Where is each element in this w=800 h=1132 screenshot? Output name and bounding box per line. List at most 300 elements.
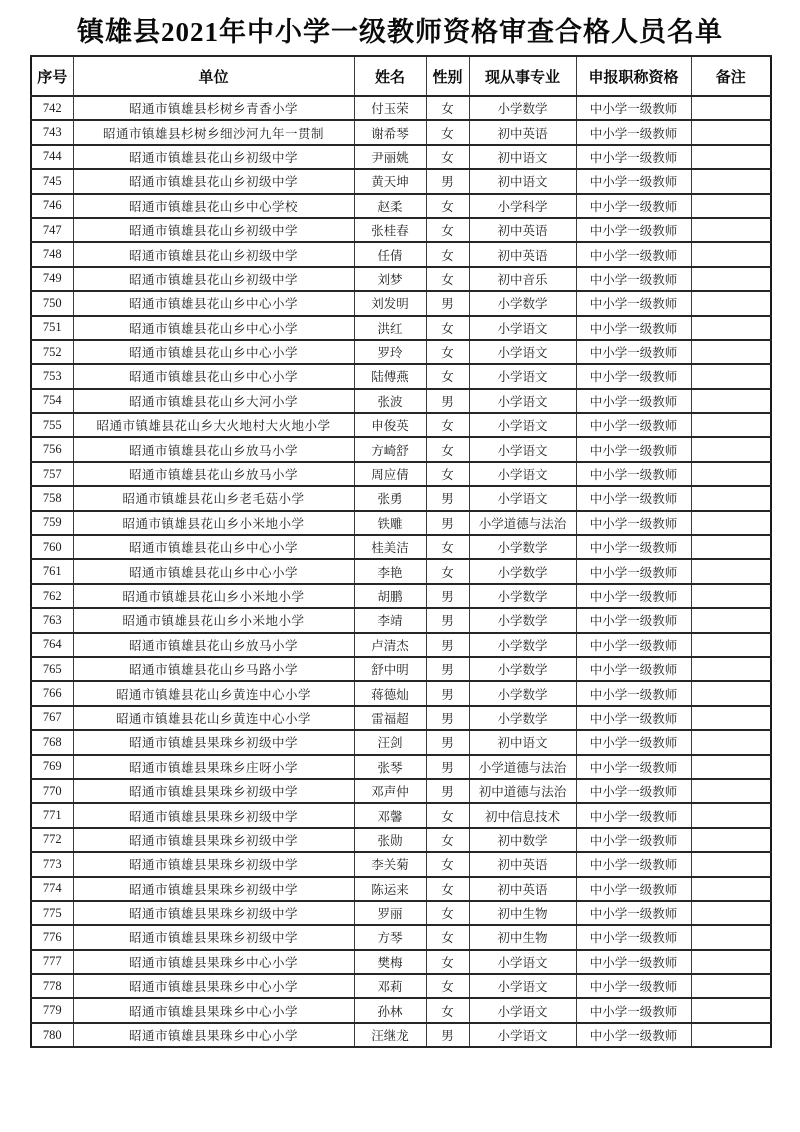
cell-unit: 昭通市镇雄县花山乡黄连中心小学 (73, 681, 354, 705)
cell-name: 邓馨 (354, 803, 426, 827)
table-row (31, 803, 771, 827)
cell-unit: 昭通市镇雄县花山乡小米地小学 (73, 608, 354, 632)
cell-name: 蒋德灿 (354, 681, 426, 705)
cell-gender: 女 (426, 437, 469, 461)
cell-no: 743 (31, 120, 73, 144)
cell-unit: 昭通市镇雄县果珠乡庄呀小学 (73, 755, 354, 779)
cell-gender: 男 (426, 1023, 469, 1047)
cell-title: 中小学一级教师 (576, 364, 691, 388)
cell-title: 中小学一级教师 (576, 998, 691, 1022)
cell-title: 中小学一级教师 (576, 462, 691, 486)
cell-unit: 昭通市镇雄县花山乡中心小学 (73, 364, 354, 388)
table-row (31, 1023, 771, 1047)
cell-name: 李艳 (354, 559, 426, 583)
cell-gender: 女 (426, 145, 469, 169)
cell-title: 中小学一级教师 (576, 242, 691, 266)
cell-no: 745 (31, 169, 73, 193)
table-row (31, 486, 771, 510)
table-row (31, 413, 771, 437)
cell-gender: 男 (426, 730, 469, 754)
cell-major: 小学数学 (469, 681, 576, 705)
cell-major: 小学语文 (469, 413, 576, 437)
cell-title: 中小学一级教师 (576, 96, 691, 120)
cell-name: 赵柔 (354, 194, 426, 218)
cell-remark (691, 657, 771, 681)
cell-gender: 女 (426, 828, 469, 852)
cell-name: 李关菊 (354, 852, 426, 876)
cell-title: 中小学一级教师 (576, 877, 691, 901)
cell-major: 小学语文 (469, 462, 576, 486)
cell-no: 744 (31, 145, 73, 169)
cell-name: 张勇 (354, 486, 426, 510)
cell-unit: 昭通市镇雄县果珠乡初级中学 (73, 779, 354, 803)
table-row (31, 974, 771, 998)
cell-remark (691, 511, 771, 535)
cell-unit: 昭通市镇雄县花山乡初级中学 (73, 267, 354, 291)
table-row (31, 535, 771, 559)
cell-major: 初中信息技术 (469, 803, 576, 827)
cell-title: 中小学一级教师 (576, 316, 691, 340)
header-remark: 备注 (691, 56, 771, 96)
cell-no: 775 (31, 901, 73, 925)
cell-name: 张波 (354, 389, 426, 413)
cell-no: 749 (31, 267, 73, 291)
cell-unit: 昭通市镇雄县花山乡老毛菇小学 (73, 486, 354, 510)
table-row (31, 364, 771, 388)
cell-title: 中小学一级教师 (576, 974, 691, 998)
cell-name: 付玉荣 (354, 96, 426, 120)
cell-major: 小学语文 (469, 437, 576, 461)
cell-title: 中小学一级教师 (576, 706, 691, 730)
cell-remark (691, 974, 771, 998)
cell-major: 初中英语 (469, 242, 576, 266)
cell-remark (691, 242, 771, 266)
cell-unit: 昭通市镇雄县果珠乡初级中学 (73, 852, 354, 876)
cell-name: 汪剑 (354, 730, 426, 754)
cell-major: 小学数学 (469, 706, 576, 730)
cell-no: 751 (31, 316, 73, 340)
cell-no: 757 (31, 462, 73, 486)
roster-table (30, 55, 772, 1048)
cell-title: 中小学一级教师 (576, 511, 691, 535)
cell-remark (691, 925, 771, 949)
header-title: 申报职称资格 (576, 56, 691, 96)
cell-no: 761 (31, 559, 73, 583)
cell-gender: 女 (426, 803, 469, 827)
cell-title: 中小学一级教师 (576, 755, 691, 779)
header-gender: 性别 (426, 56, 469, 96)
cell-gender: 女 (426, 852, 469, 876)
cell-title: 中小学一级教师 (576, 535, 691, 559)
cell-unit: 昭通市镇雄县果珠乡初级中学 (73, 877, 354, 901)
cell-remark (691, 267, 771, 291)
cell-no: 759 (31, 511, 73, 535)
cell-gender: 女 (426, 96, 469, 120)
cell-no: 776 (31, 925, 73, 949)
cell-name: 卢清杰 (354, 633, 426, 657)
cell-remark (691, 96, 771, 120)
cell-gender: 女 (426, 316, 469, 340)
table-row (31, 779, 771, 803)
cell-unit: 昭通市镇雄县果珠乡中心小学 (73, 1023, 354, 1047)
cell-unit: 昭通市镇雄县杉树乡青香小学 (73, 96, 354, 120)
cell-gender: 女 (426, 364, 469, 388)
cell-major: 小学数学 (469, 633, 576, 657)
cell-unit: 昭通市镇雄县花山乡放马小学 (73, 462, 354, 486)
cell-title: 中小学一级教师 (576, 267, 691, 291)
cell-name: 孙林 (354, 998, 426, 1022)
cell-name: 谢希琴 (354, 120, 426, 144)
cell-no: 754 (31, 389, 73, 413)
cell-no: 774 (31, 877, 73, 901)
cell-name: 胡鹏 (354, 584, 426, 608)
cell-unit: 昭通市镇雄县花山乡小米地小学 (73, 584, 354, 608)
cell-title: 中小学一级教师 (576, 120, 691, 144)
cell-no: 762 (31, 584, 73, 608)
cell-no: 765 (31, 657, 73, 681)
page-title: 镇雄县2021年中小学一级教师资格审查合格人员名单 (77, 17, 723, 47)
cell-name: 桂美洁 (354, 535, 426, 559)
cell-no: 753 (31, 364, 73, 388)
cell-remark (691, 316, 771, 340)
cell-title: 中小学一级教师 (576, 291, 691, 315)
cell-title: 中小学一级教师 (576, 340, 691, 364)
cell-major: 小学语文 (469, 486, 576, 510)
cell-major: 小学语文 (469, 340, 576, 364)
cell-major: 小学语文 (469, 998, 576, 1022)
table-row (31, 194, 771, 218)
cell-gender: 男 (426, 633, 469, 657)
cell-remark (691, 998, 771, 1022)
cell-name: 张勋 (354, 828, 426, 852)
cell-name: 铁雕 (354, 511, 426, 535)
cell-unit: 昭通市镇雄县花山乡放马小学 (73, 437, 354, 461)
cell-remark (691, 828, 771, 852)
table-row (31, 389, 771, 413)
cell-title: 中小学一级教师 (576, 828, 691, 852)
cell-no: 779 (31, 998, 73, 1022)
cell-unit: 昭通市镇雄县花山乡初级中学 (73, 169, 354, 193)
cell-title: 中小学一级教师 (576, 633, 691, 657)
cell-title: 中小学一级教师 (576, 803, 691, 827)
cell-remark (691, 901, 771, 925)
table-body (31, 96, 771, 1047)
cell-remark (691, 608, 771, 632)
cell-gender: 男 (426, 681, 469, 705)
cell-major: 小学语文 (469, 974, 576, 998)
table-row (31, 437, 771, 461)
cell-gender: 女 (426, 998, 469, 1022)
cell-remark (691, 779, 771, 803)
cell-title: 中小学一级教师 (576, 681, 691, 705)
cell-title: 中小学一级教师 (576, 852, 691, 876)
cell-no: 755 (31, 413, 73, 437)
cell-major: 小学数学 (469, 535, 576, 559)
table-row (31, 242, 771, 266)
cell-name: 申俊英 (354, 413, 426, 437)
cell-remark (691, 950, 771, 974)
table-row (31, 145, 771, 169)
table-row (31, 169, 771, 193)
cell-major: 初中英语 (469, 120, 576, 144)
cell-name: 罗玲 (354, 340, 426, 364)
cell-remark (691, 462, 771, 486)
cell-gender: 女 (426, 535, 469, 559)
cell-gender: 女 (426, 194, 469, 218)
cell-name: 汪继龙 (354, 1023, 426, 1047)
cell-major: 小学语文 (469, 316, 576, 340)
cell-major: 初中生物 (469, 925, 576, 949)
cell-major: 小学数学 (469, 608, 576, 632)
table-header (31, 56, 771, 96)
cell-title: 中小学一级教师 (576, 657, 691, 681)
cell-gender: 男 (426, 389, 469, 413)
cell-gender: 男 (426, 706, 469, 730)
cell-major: 初中语文 (469, 730, 576, 754)
cell-unit: 昭通市镇雄县花山乡放马小学 (73, 633, 354, 657)
table-row (31, 950, 771, 974)
cell-gender: 男 (426, 608, 469, 632)
table-row (31, 316, 771, 340)
cell-unit: 昭通市镇雄县花山乡大河小学 (73, 389, 354, 413)
cell-title: 中小学一级教师 (576, 559, 691, 583)
table-row (31, 681, 771, 705)
cell-title: 中小学一级教师 (576, 584, 691, 608)
cell-gender: 男 (426, 511, 469, 535)
cell-no: 742 (31, 96, 73, 120)
table-row (31, 559, 771, 583)
cell-major: 初中语文 (469, 145, 576, 169)
cell-name: 雷福超 (354, 706, 426, 730)
cell-remark (691, 852, 771, 876)
cell-title: 中小学一级教师 (576, 730, 691, 754)
cell-unit: 昭通市镇雄县花山乡中心小学 (73, 535, 354, 559)
cell-unit: 昭通市镇雄县花山乡初级中学 (73, 218, 354, 242)
cell-title: 中小学一级教师 (576, 413, 691, 437)
cell-no: 763 (31, 608, 73, 632)
cell-major: 初中英语 (469, 852, 576, 876)
header-row (31, 56, 771, 96)
table-row (31, 852, 771, 876)
cell-major: 小学数学 (469, 291, 576, 315)
cell-name: 邓声仲 (354, 779, 426, 803)
cell-remark (691, 877, 771, 901)
cell-no: 769 (31, 755, 73, 779)
cell-gender: 男 (426, 779, 469, 803)
cell-no: 767 (31, 706, 73, 730)
cell-major: 初中道德与法治 (469, 779, 576, 803)
cell-gender: 女 (426, 120, 469, 144)
cell-major: 小学语文 (469, 364, 576, 388)
cell-gender: 女 (426, 877, 469, 901)
cell-major: 初中语文 (469, 169, 576, 193)
table-row (31, 657, 771, 681)
cell-major: 初中数学 (469, 828, 576, 852)
cell-title: 中小学一级教师 (576, 608, 691, 632)
cell-major: 小学数学 (469, 559, 576, 583)
header-name: 姓名 (354, 56, 426, 96)
cell-remark (691, 1023, 771, 1047)
table-row (31, 901, 771, 925)
cell-major: 小学道德与法治 (469, 755, 576, 779)
cell-name: 刘发明 (354, 291, 426, 315)
cell-remark (691, 218, 771, 242)
cell-major: 小学语文 (469, 1023, 576, 1047)
cell-major: 小学数学 (469, 96, 576, 120)
cell-major: 小学科学 (469, 194, 576, 218)
cell-remark (691, 706, 771, 730)
table-row (31, 755, 771, 779)
table-row (31, 96, 771, 120)
cell-title: 中小学一级教师 (576, 145, 691, 169)
table-row (31, 462, 771, 486)
cell-remark (691, 340, 771, 364)
cell-major: 初中生物 (469, 901, 576, 925)
cell-gender: 女 (426, 413, 469, 437)
cell-title: 中小学一级教师 (576, 925, 691, 949)
table-row (31, 511, 771, 535)
cell-unit: 昭通市镇雄县花山乡马路小学 (73, 657, 354, 681)
cell-remark (691, 194, 771, 218)
cell-name: 罗丽 (354, 901, 426, 925)
cell-remark (691, 681, 771, 705)
cell-unit: 昭通市镇雄县果珠乡初级中学 (73, 828, 354, 852)
cell-gender: 女 (426, 925, 469, 949)
cell-no: 747 (31, 218, 73, 242)
cell-name: 任倩 (354, 242, 426, 266)
table-row (31, 120, 771, 144)
cell-no: 760 (31, 535, 73, 559)
cell-title: 中小学一级教师 (576, 389, 691, 413)
cell-remark (691, 120, 771, 144)
cell-unit: 昭通市镇雄县果珠乡中心小学 (73, 950, 354, 974)
cell-no: 766 (31, 681, 73, 705)
cell-gender: 男 (426, 755, 469, 779)
cell-unit: 昭通市镇雄县杉树乡细沙河九年一贯制 (73, 120, 354, 144)
cell-remark (691, 364, 771, 388)
cell-name: 张桂春 (354, 218, 426, 242)
cell-remark (691, 803, 771, 827)
table-row (31, 340, 771, 364)
cell-name: 方崎舒 (354, 437, 426, 461)
cell-remark (691, 755, 771, 779)
cell-title: 中小学一级教师 (576, 779, 691, 803)
cell-name: 方琴 (354, 925, 426, 949)
table-row (31, 706, 771, 730)
table-row (31, 584, 771, 608)
cell-no: 770 (31, 779, 73, 803)
cell-remark (691, 486, 771, 510)
cell-gender: 女 (426, 901, 469, 925)
cell-name: 陈运来 (354, 877, 426, 901)
cell-name: 黄天坤 (354, 169, 426, 193)
cell-no: 768 (31, 730, 73, 754)
cell-major: 小学数学 (469, 657, 576, 681)
cell-title: 中小学一级教师 (576, 194, 691, 218)
cell-gender: 女 (426, 218, 469, 242)
cell-name: 张琴 (354, 755, 426, 779)
cell-no: 772 (31, 828, 73, 852)
table-row (31, 925, 771, 949)
cell-gender: 男 (426, 657, 469, 681)
table-row (31, 730, 771, 754)
cell-unit: 昭通市镇雄县花山乡小米地小学 (73, 511, 354, 535)
cell-title: 中小学一级教师 (576, 437, 691, 461)
cell-gender: 女 (426, 974, 469, 998)
cell-no: 756 (31, 437, 73, 461)
cell-remark (691, 559, 771, 583)
cell-unit: 昭通市镇雄县花山乡中心小学 (73, 559, 354, 583)
cell-gender: 女 (426, 340, 469, 364)
cell-no: 778 (31, 974, 73, 998)
table-row (31, 267, 771, 291)
cell-remark (691, 413, 771, 437)
table-row (31, 877, 771, 901)
cell-unit: 昭通市镇雄县果珠乡初级中学 (73, 925, 354, 949)
cell-gender: 男 (426, 584, 469, 608)
cell-remark (691, 291, 771, 315)
cell-major: 初中音乐 (469, 267, 576, 291)
cell-gender: 女 (426, 462, 469, 486)
cell-remark (691, 145, 771, 169)
cell-unit: 昭通市镇雄县果珠乡中心小学 (73, 974, 354, 998)
cell-unit: 昭通市镇雄县花山乡初级中学 (73, 145, 354, 169)
cell-remark (691, 437, 771, 461)
cell-name: 尹丽姚 (354, 145, 426, 169)
cell-gender: 男 (426, 486, 469, 510)
cell-gender: 男 (426, 169, 469, 193)
cell-title: 中小学一级教师 (576, 218, 691, 242)
cell-no: 746 (31, 194, 73, 218)
cell-remark (691, 633, 771, 657)
cell-no: 752 (31, 340, 73, 364)
table-row (31, 608, 771, 632)
cell-no: 748 (31, 242, 73, 266)
cell-major: 初中英语 (469, 877, 576, 901)
cell-major: 小学语文 (469, 950, 576, 974)
cell-remark (691, 389, 771, 413)
table-row (31, 828, 771, 852)
cell-unit: 昭通市镇雄县果珠乡中心小学 (73, 998, 354, 1022)
cell-gender: 女 (426, 950, 469, 974)
table-row (31, 218, 771, 242)
cell-unit: 昭通市镇雄县果珠乡初级中学 (73, 730, 354, 754)
cell-name: 邓莉 (354, 974, 426, 998)
cell-title: 中小学一级教师 (576, 169, 691, 193)
table-row (31, 998, 771, 1022)
cell-major: 初中英语 (469, 218, 576, 242)
cell-unit: 昭通市镇雄县果珠乡初级中学 (73, 901, 354, 925)
table-row (31, 633, 771, 657)
cell-name: 陆傅燕 (354, 364, 426, 388)
cell-gender: 女 (426, 559, 469, 583)
cell-unit: 昭通市镇雄县花山乡中心小学 (73, 316, 354, 340)
header-major: 现从事专业 (469, 56, 576, 96)
cell-remark (691, 169, 771, 193)
cell-no: 758 (31, 486, 73, 510)
cell-unit: 昭通市镇雄县果珠乡初级中学 (73, 803, 354, 827)
cell-no: 750 (31, 291, 73, 315)
cell-major: 小学数学 (469, 584, 576, 608)
cell-name: 舒中明 (354, 657, 426, 681)
cell-major: 小学道德与法治 (469, 511, 576, 535)
cell-no: 771 (31, 803, 73, 827)
cell-gender: 女 (426, 242, 469, 266)
cell-major: 小学语文 (469, 389, 576, 413)
cell-unit: 昭通市镇雄县花山乡中心小学 (73, 340, 354, 364)
cell-unit: 昭通市镇雄县花山乡黄连中心小学 (73, 706, 354, 730)
cell-title: 中小学一级教师 (576, 1023, 691, 1047)
